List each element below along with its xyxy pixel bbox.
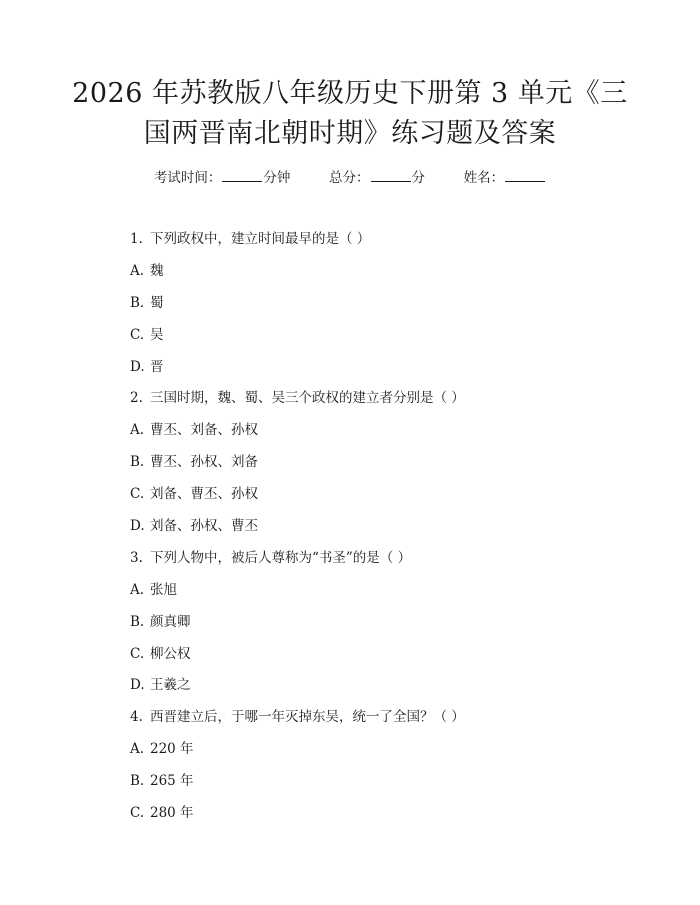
question-text: 西晋建立后，于哪一年灭掉东吴，统一了全国？（ ） <box>150 709 465 726</box>
question-number: 4. <box>130 709 143 726</box>
option-text: 魏 <box>150 262 164 279</box>
score-blank <box>371 168 411 182</box>
option-item <box>130 771 650 803</box>
option-item <box>130 325 650 357</box>
option-item <box>130 484 650 516</box>
option-item <box>130 580 650 612</box>
option-text: 刘备、曹丕、孙权 <box>150 486 258 503</box>
option-label: A. <box>130 581 145 598</box>
name-blank <box>505 168 545 182</box>
option-label: A. <box>130 262 145 279</box>
question-stem <box>130 229 650 261</box>
option-text: 曹丕、刘备、孙权 <box>150 422 258 439</box>
option-item <box>130 739 650 771</box>
option-text: 280 年 <box>150 805 194 822</box>
option-label: A. <box>130 741 145 758</box>
option-item <box>130 420 650 452</box>
option-label: B. <box>130 294 145 311</box>
time-unit: 分钟 <box>263 170 291 186</box>
option-label: B. <box>130 454 145 471</box>
option-text: 柳公权 <box>150 645 191 662</box>
option-item <box>130 261 650 293</box>
option-label: C. <box>130 645 145 662</box>
question-text: 下列政权中，建立时间最早的是（ ） <box>150 231 371 247</box>
option-label: D. <box>130 518 145 535</box>
title-line-2: 国两晋南北朝时期》练习题及答案 <box>143 118 557 149</box>
option-item <box>130 357 650 389</box>
option-text: 吴 <box>150 326 164 343</box>
name-label: 姓名： <box>463 170 505 186</box>
option-item <box>130 675 650 707</box>
question-number: 3. <box>130 549 143 566</box>
time-blank <box>222 168 262 182</box>
question-list <box>130 229 650 835</box>
option-text: 曹丕、孙权、刘备 <box>150 454 258 471</box>
option-item <box>130 293 650 325</box>
question-text: 三国时期，魏、蜀、吴三个政权的建立者分别是（ ） <box>150 390 465 407</box>
score-label: 总分： <box>329 170 370 186</box>
score-unit: 分 <box>411 170 425 186</box>
option-label: B. <box>130 773 145 790</box>
option-label: B. <box>130 613 145 630</box>
question-number: 1. <box>130 231 143 247</box>
option-label: A. <box>130 422 145 439</box>
option-text: 蜀 <box>150 294 164 311</box>
option-label: D. <box>130 358 145 375</box>
option-text: 220 年 <box>150 741 194 758</box>
option-label: D. <box>130 677 145 694</box>
option-label: C. <box>130 805 145 822</box>
question-stem <box>130 707 650 739</box>
title-line-1: 2026 年苏教版八年级历史下册第 3 单元《三 <box>72 78 628 109</box>
option-item <box>130 803 650 835</box>
option-item <box>130 516 650 548</box>
option-label: C. <box>130 486 145 503</box>
question-stem <box>130 388 650 420</box>
option-item <box>130 612 650 644</box>
option-item <box>130 452 650 484</box>
option-text: 王羲之 <box>150 677 191 694</box>
question-text: 下列人物中，被后人尊称为“书圣”的是（ ） <box>150 549 412 566</box>
option-label: C. <box>130 326 145 343</box>
option-text: 张旭 <box>150 581 177 598</box>
option-item <box>130 644 650 676</box>
time-label: 考试时间： <box>153 170 222 186</box>
option-text: 晋 <box>150 358 164 375</box>
option-text: 颜真卿 <box>150 613 191 630</box>
exam-meta <box>0 168 700 188</box>
option-text: 265 年 <box>150 773 194 790</box>
question-stem <box>130 548 650 580</box>
page-title <box>60 74 640 154</box>
question-number: 2. <box>130 390 143 407</box>
option-text: 刘备、孙权、曹丕 <box>150 518 258 535</box>
